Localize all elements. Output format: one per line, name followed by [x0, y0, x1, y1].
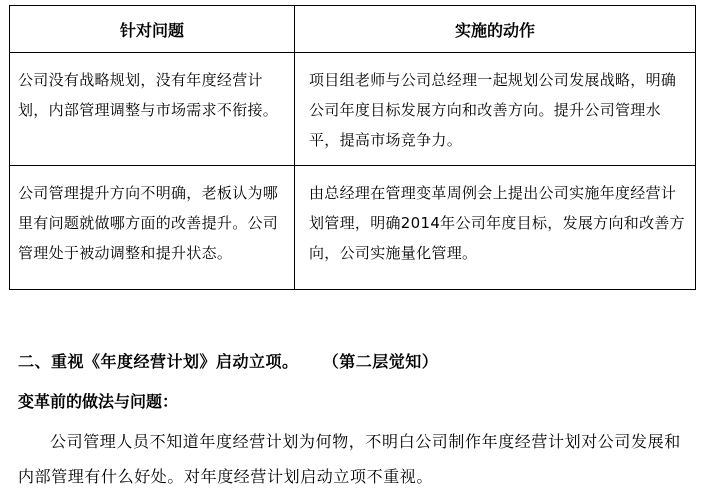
section-heading: [18, 349, 438, 372]
body-paragraph: 公司管理人员不知道年度经营计划为何物，不明白公司制作年度经营计划对公司发展和内部管理有什么好处。对年度经营计划启动立项不重视。: [18, 432, 681, 486]
section-heading-title: 二、重视《年度经营计划》启动立项。: [18, 352, 299, 371]
table-header-row: [10, 6, 696, 53]
problem-cell: 公司管理提升方向不明确，老板认为哪里有问题就做哪方面的改善提升。公司管理处于被动调整和提升状态。: [10, 166, 295, 290]
action-cell: 由总经理在管理变革周例会上提出公司实施年度经营计划管理，明确2014年公司年度目标，发展方向和改善方向，公司实施量化管理。: [295, 166, 696, 290]
section-heading-note: （第二层觉知）: [322, 352, 439, 371]
action-cell: 项目组老师与公司总经理一起规划公司发展战略，明确公司年度目标发展方向和改善方向。提升公司管理水平，提高市场竞争力。: [295, 53, 696, 166]
problem-action-table: [9, 5, 696, 290]
header-problem: 针对问题: [10, 6, 295, 53]
table-row: [10, 53, 696, 166]
header-action: 实施的动作: [295, 6, 696, 53]
problem-cell: 公司没有战略规划，没有年度经营计划，内部管理调整与市场需求不衔接。: [10, 53, 295, 166]
table-row: [10, 166, 696, 290]
sub-heading: 变革前的做法与问题：: [18, 392, 179, 411]
